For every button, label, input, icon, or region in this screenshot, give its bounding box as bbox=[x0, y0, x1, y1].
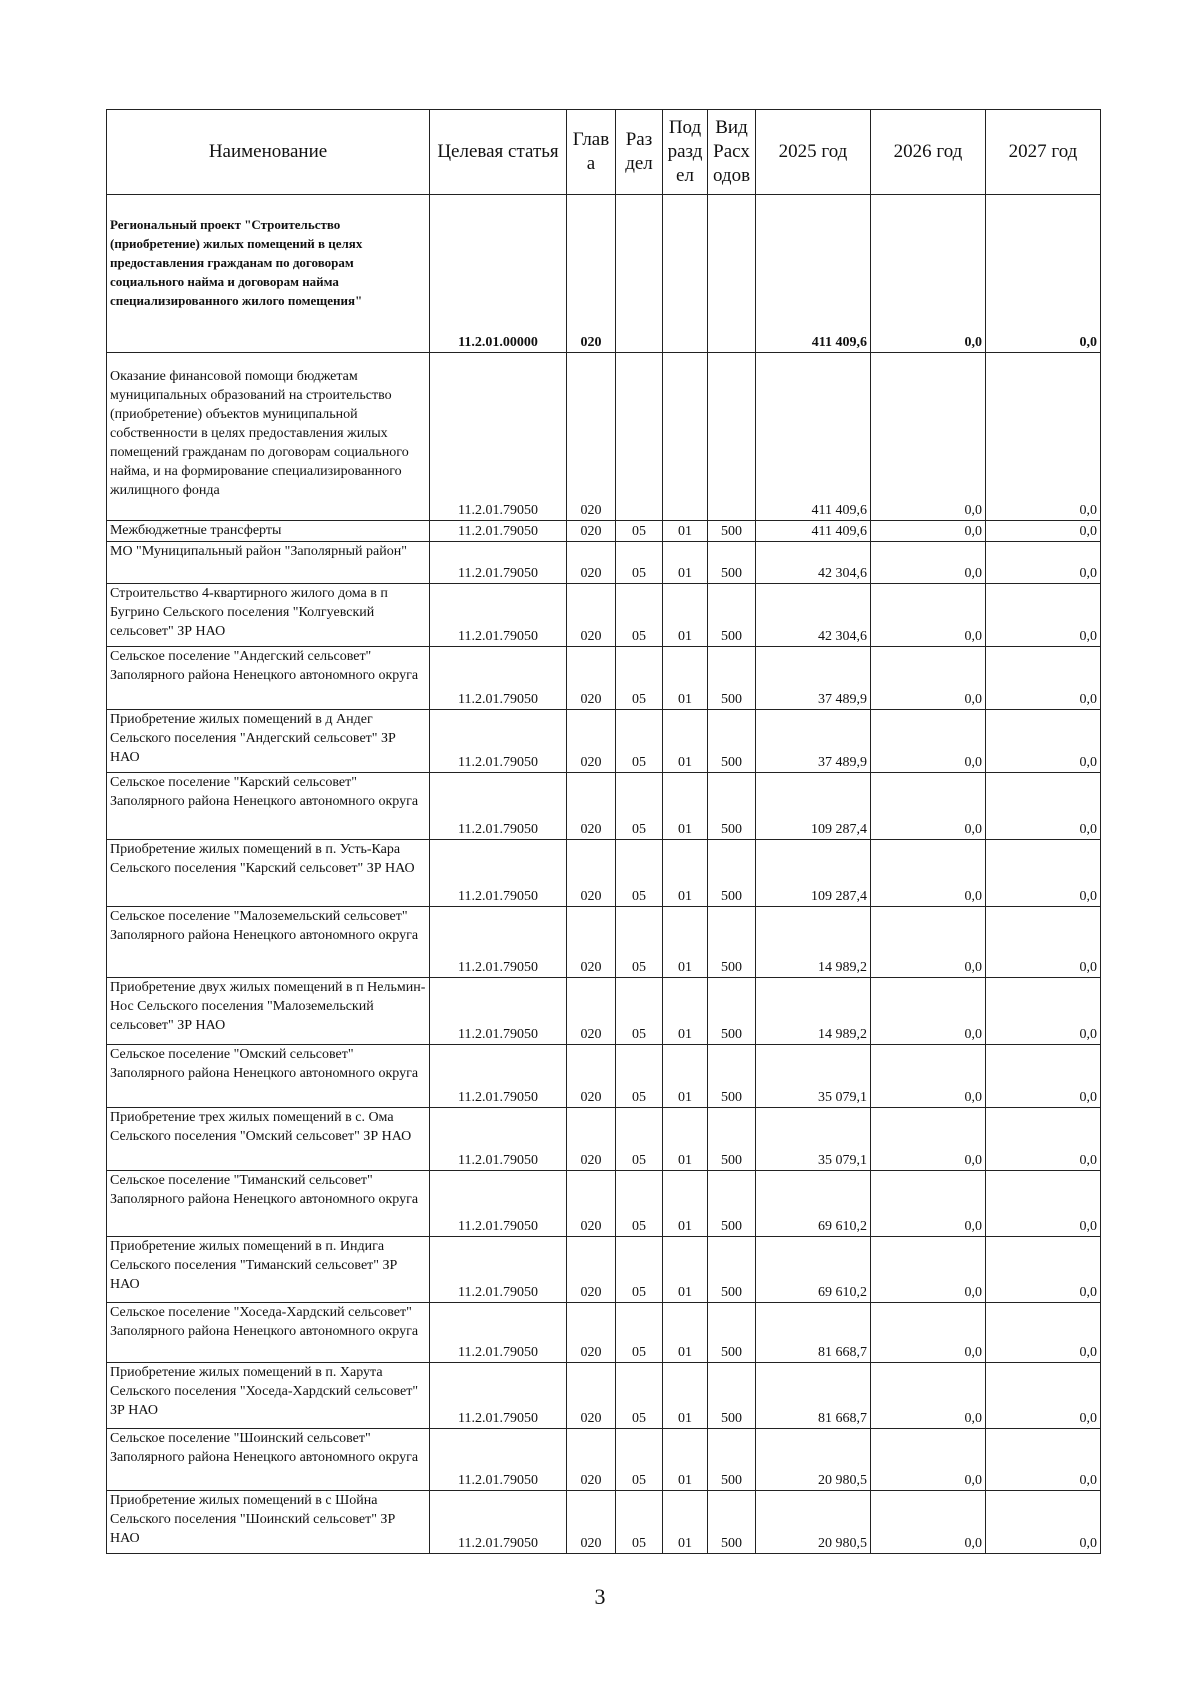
table-row bbox=[107, 907, 1101, 978]
cell-name-text: Сельское поселение "Омский сельсовет" Заполярного района Ненецкого автономного округа bbox=[110, 1047, 419, 1081]
cell-podrazdel: 01 bbox=[663, 647, 708, 710]
cell-vid: 500 bbox=[708, 710, 756, 773]
cell-podrazdel bbox=[663, 195, 708, 353]
cell-podrazdel: 01 bbox=[663, 773, 708, 840]
cell-name-text: Сельское поселение "Малоземельский сельсовет" Заполярного района Ненецкого автономного округа bbox=[110, 909, 419, 943]
cell-y2025: 14 989,2 bbox=[756, 907, 871, 978]
cell-podrazdel: 01 bbox=[663, 542, 708, 584]
cell-podrazdel: 01 bbox=[663, 521, 708, 542]
header-name: Наименование bbox=[107, 110, 430, 195]
cell-vid: 500 bbox=[708, 907, 756, 978]
cell-vid: 500 bbox=[708, 1237, 756, 1303]
cell-name bbox=[107, 1303, 430, 1363]
cell-name bbox=[107, 1491, 430, 1554]
cell-razdel bbox=[616, 195, 663, 353]
cell-name-text: Сельское поселение "Тиманский сельсовет" Заполярного района Ненецкого автономного округа bbox=[110, 1173, 419, 1207]
cell-target: 11.2.01.79050 bbox=[430, 1363, 567, 1429]
cell-razdel: 05 bbox=[616, 1171, 663, 1237]
header-2025: 2025 год bbox=[756, 110, 871, 195]
cell-y2025: 42 304,6 bbox=[756, 542, 871, 584]
cell-y2025: 35 079,1 bbox=[756, 1045, 871, 1108]
cell-glava: 020 bbox=[567, 542, 616, 584]
cell-vid: 500 bbox=[708, 1108, 756, 1171]
cell-y2026: 0,0 bbox=[871, 1045, 986, 1108]
cell-podrazdel: 01 bbox=[663, 710, 708, 773]
table-row bbox=[107, 584, 1101, 647]
cell-target: 11.2.01.79050 bbox=[430, 521, 567, 542]
table-row bbox=[107, 710, 1101, 773]
table-row bbox=[107, 978, 1101, 1045]
cell-y2026: 0,0 bbox=[871, 1108, 986, 1171]
table-row bbox=[107, 1429, 1101, 1491]
cell-y2026: 0,0 bbox=[871, 773, 986, 840]
cell-y2025: 109 287,4 bbox=[756, 840, 871, 907]
cell-y2027: 0,0 bbox=[986, 710, 1101, 773]
cell-podrazdel: 01 bbox=[663, 840, 708, 907]
page-number: 3 bbox=[594, 1584, 606, 1609]
cell-name-text: Приобретение трех жилых помещений в с. Ома Сельского поселения "Омский сельсовет" ЗР НАО bbox=[110, 1110, 412, 1144]
cell-y2025: 14 989,2 bbox=[756, 978, 871, 1045]
cell-y2027: 0,0 bbox=[986, 773, 1101, 840]
cell-y2027: 0,0 bbox=[986, 1303, 1101, 1363]
cell-target: 11.2.01.79050 bbox=[430, 1491, 567, 1554]
cell-target: 11.2.01.79050 bbox=[430, 978, 567, 1045]
table-header-row bbox=[107, 110, 1101, 195]
cell-glava: 020 bbox=[567, 647, 616, 710]
cell-glava: 020 bbox=[567, 1491, 616, 1554]
cell-vid: 500 bbox=[708, 1363, 756, 1429]
cell-y2026: 0,0 bbox=[871, 1363, 986, 1429]
cell-glava: 020 bbox=[567, 710, 616, 773]
cell-y2025: 109 287,4 bbox=[756, 773, 871, 840]
cell-name bbox=[107, 542, 430, 584]
cell-name bbox=[107, 1171, 430, 1237]
table-row bbox=[107, 195, 1101, 353]
cell-name-text: Сельское поселение "Андегский сельсовет" Заполярного района Ненецкого автономного округа bbox=[110, 649, 419, 683]
cell-razdel: 05 bbox=[616, 542, 663, 584]
cell-vid: 500 bbox=[708, 584, 756, 647]
cell-glava: 020 bbox=[567, 353, 616, 521]
cell-vid: 500 bbox=[708, 1171, 756, 1237]
cell-y2027: 0,0 bbox=[986, 353, 1101, 521]
cell-name-text: Приобретение двух жилых помещений в п Нельмин-Нос Сельского поселения "Малоземельский сельсовет" ЗР НАО bbox=[110, 980, 426, 1033]
header-2026: 2026 год bbox=[871, 110, 986, 195]
cell-name bbox=[107, 647, 430, 710]
cell-glava: 020 bbox=[567, 1237, 616, 1303]
cell-target: 11.2.01.79050 bbox=[430, 1303, 567, 1363]
cell-vid: 500 bbox=[708, 840, 756, 907]
table-row bbox=[107, 840, 1101, 907]
cell-y2026: 0,0 bbox=[871, 1429, 986, 1491]
table-row bbox=[107, 1237, 1101, 1303]
table-row bbox=[107, 353, 1101, 521]
cell-target: 11.2.01.79050 bbox=[430, 1108, 567, 1171]
table-row bbox=[107, 773, 1101, 840]
cell-y2026: 0,0 bbox=[871, 978, 986, 1045]
cell-podrazdel: 01 bbox=[663, 1303, 708, 1363]
cell-podrazdel: 01 bbox=[663, 1491, 708, 1554]
header-razdel: Раз дел bbox=[616, 110, 663, 195]
cell-podrazdel bbox=[663, 353, 708, 521]
header-vid: Вид Расх одов bbox=[708, 110, 756, 195]
cell-y2027: 0,0 bbox=[986, 1429, 1101, 1491]
cell-name bbox=[107, 584, 430, 647]
cell-y2027: 0,0 bbox=[986, 1171, 1101, 1237]
table-row bbox=[107, 1303, 1101, 1363]
cell-podrazdel: 01 bbox=[663, 978, 708, 1045]
cell-name-text: Сельское поселение "Хоседа-Хардский сельсовет" Заполярного района Ненецкого автономного округа bbox=[110, 1305, 419, 1339]
cell-y2025: 411 409,6 bbox=[756, 195, 871, 353]
header-glava: Глав а bbox=[567, 110, 616, 195]
cell-target: 11.2.01.79050 bbox=[430, 353, 567, 521]
cell-target: 11.2.01.79050 bbox=[430, 907, 567, 978]
cell-target: 11.2.01.79050 bbox=[430, 773, 567, 840]
cell-name bbox=[107, 710, 430, 773]
table-row bbox=[107, 1045, 1101, 1108]
cell-target: 11.2.01.79050 bbox=[430, 1237, 567, 1303]
cell-y2026: 0,0 bbox=[871, 1491, 986, 1554]
cell-name-text: МО "Муниципальный район "Заполярный район" bbox=[110, 544, 407, 559]
cell-y2027: 0,0 bbox=[986, 840, 1101, 907]
cell-name-text: Сельское поселение "Шоинский сельсовет" Заполярного района Ненецкого автономного округа bbox=[110, 1431, 419, 1465]
cell-razdel: 05 bbox=[616, 1429, 663, 1491]
header-podrazdel: Под разд ел bbox=[663, 110, 708, 195]
cell-name bbox=[107, 1237, 430, 1303]
cell-target: 11.2.01.79050 bbox=[430, 1429, 567, 1491]
cell-name bbox=[107, 1045, 430, 1108]
cell-name-text: Строительство 4-квартирного жилого дома в п Бугрино Сельского поселения "Колгуевский сельсовет" ЗР НАО bbox=[110, 586, 388, 639]
cell-razdel: 05 bbox=[616, 1363, 663, 1429]
table-row bbox=[107, 1363, 1101, 1429]
cell-name-text: Оказание финансовой помощи бюджетам муниципальных образований на строительство (приобретение) объектов муниципальной собственности в целях предоставления жилых помещений гражданам по договорам социального найма, и на формирование специализированного жилищного фонда bbox=[110, 369, 409, 498]
cell-y2026: 0,0 bbox=[871, 542, 986, 584]
cell-vid: 500 bbox=[708, 647, 756, 710]
cell-y2026: 0,0 bbox=[871, 710, 986, 773]
cell-razdel: 05 bbox=[616, 907, 663, 978]
cell-target: 11.2.01.79050 bbox=[430, 840, 567, 907]
cell-podrazdel: 01 bbox=[663, 1171, 708, 1237]
cell-razdel: 05 bbox=[616, 840, 663, 907]
cell-glava: 020 bbox=[567, 907, 616, 978]
cell-vid: 500 bbox=[708, 521, 756, 542]
cell-y2026: 0,0 bbox=[871, 353, 986, 521]
cell-glava: 020 bbox=[567, 584, 616, 647]
cell-y2025: 69 610,2 bbox=[756, 1237, 871, 1303]
cell-podrazdel: 01 bbox=[663, 907, 708, 978]
cell-y2027: 0,0 bbox=[986, 521, 1101, 542]
cell-razdel: 05 bbox=[616, 647, 663, 710]
table-row bbox=[107, 542, 1101, 584]
cell-y2027: 0,0 bbox=[986, 195, 1101, 353]
cell-razdel bbox=[616, 353, 663, 521]
header-2027: 2027 год bbox=[986, 110, 1101, 195]
cell-y2027: 0,0 bbox=[986, 1363, 1101, 1429]
cell-y2025: 42 304,6 bbox=[756, 584, 871, 647]
cell-razdel: 05 bbox=[616, 710, 663, 773]
cell-podrazdel: 01 bbox=[663, 1363, 708, 1429]
cell-name bbox=[107, 521, 430, 542]
budget-table bbox=[106, 109, 1101, 1554]
cell-y2025: 69 610,2 bbox=[756, 1171, 871, 1237]
cell-glava: 020 bbox=[567, 1171, 616, 1237]
cell-vid: 500 bbox=[708, 542, 756, 584]
cell-razdel: 05 bbox=[616, 978, 663, 1045]
cell-name bbox=[107, 907, 430, 978]
cell-name bbox=[107, 1363, 430, 1429]
cell-razdel: 05 bbox=[616, 1303, 663, 1363]
cell-name bbox=[107, 840, 430, 907]
cell-glava: 020 bbox=[567, 978, 616, 1045]
cell-name-text: Межбюджетные трансферты bbox=[110, 523, 282, 538]
cell-razdel: 05 bbox=[616, 1045, 663, 1108]
cell-glava: 020 bbox=[567, 521, 616, 542]
cell-glava: 020 bbox=[567, 840, 616, 907]
cell-y2025: 35 079,1 bbox=[756, 1108, 871, 1171]
cell-y2026: 0,0 bbox=[871, 1303, 986, 1363]
cell-y2026: 0,0 bbox=[871, 1171, 986, 1237]
cell-glava: 020 bbox=[567, 1108, 616, 1171]
cell-y2027: 0,0 bbox=[986, 1045, 1101, 1108]
cell-name-text: Приобретение жилых помещений в д Андег Сельского поселения "Андегский сельсовет" ЗР НАО bbox=[110, 712, 396, 765]
cell-vid: 500 bbox=[708, 773, 756, 840]
cell-y2025: 20 980,5 bbox=[756, 1491, 871, 1554]
cell-podrazdel: 01 bbox=[663, 1045, 708, 1108]
cell-target: 11.2.01.79050 bbox=[430, 647, 567, 710]
cell-y2027: 0,0 bbox=[986, 907, 1101, 978]
cell-name-text: Региональный проект "Строительство (приобретение) жилых помещений в целях предоставления гражданам по договорам социального найма и договорам найма специализированного жилого помещения" bbox=[110, 217, 363, 308]
cell-y2026: 0,0 bbox=[871, 907, 986, 978]
cell-target: 11.2.01.00000 bbox=[430, 195, 567, 353]
table-body bbox=[107, 195, 1101, 1554]
cell-y2025: 81 668,7 bbox=[756, 1303, 871, 1363]
cell-y2026: 0,0 bbox=[871, 1237, 986, 1303]
cell-name-text: Приобретение жилых помещений в п. Индига Сельского поселения "Тиманский сельсовет" ЗР НАО bbox=[110, 1239, 398, 1292]
cell-y2027: 0,0 bbox=[986, 647, 1101, 710]
cell-vid: 500 bbox=[708, 1491, 756, 1554]
cell-razdel: 05 bbox=[616, 773, 663, 840]
cell-y2027: 0,0 bbox=[986, 584, 1101, 647]
cell-name-text: Сельское поселение "Карский сельсовет" Заполярного района Ненецкого автономного округа bbox=[110, 775, 419, 809]
table-row bbox=[107, 1108, 1101, 1171]
cell-glava: 020 bbox=[567, 1363, 616, 1429]
table-row bbox=[107, 1491, 1101, 1554]
cell-y2027: 0,0 bbox=[986, 542, 1101, 584]
cell-y2026: 0,0 bbox=[871, 840, 986, 907]
cell-name bbox=[107, 1108, 430, 1171]
cell-name bbox=[107, 353, 430, 521]
cell-name-text: Приобретение жилых помещений в п. Усть-Кара Сельского поселения "Карский сельсовет" ЗР НАО bbox=[110, 842, 415, 876]
cell-podrazdel: 01 bbox=[663, 1237, 708, 1303]
cell-razdel: 05 bbox=[616, 1108, 663, 1171]
cell-podrazdel: 01 bbox=[663, 1429, 708, 1491]
cell-y2027: 0,0 bbox=[986, 1237, 1101, 1303]
cell-vid bbox=[708, 353, 756, 521]
cell-podrazdel: 01 bbox=[663, 584, 708, 647]
cell-name-text: Приобретение жилых помещений в п. Харута Сельского поселения "Хоседа-Хардский сельсовет" ЗР НАО bbox=[110, 1365, 419, 1418]
cell-y2027: 0,0 bbox=[986, 1108, 1101, 1171]
cell-y2026: 0,0 bbox=[871, 647, 986, 710]
cell-vid: 500 bbox=[708, 1045, 756, 1108]
table-row bbox=[107, 647, 1101, 710]
cell-target: 11.2.01.79050 bbox=[430, 1171, 567, 1237]
cell-razdel: 05 bbox=[616, 584, 663, 647]
cell-glava: 020 bbox=[567, 1303, 616, 1363]
cell-vid: 500 bbox=[708, 1429, 756, 1491]
cell-y2026: 0,0 bbox=[871, 584, 986, 647]
cell-y2026: 0,0 bbox=[871, 195, 986, 353]
cell-glava: 020 bbox=[567, 1045, 616, 1108]
cell-name bbox=[107, 1429, 430, 1491]
table-row bbox=[107, 521, 1101, 542]
cell-glava: 020 bbox=[567, 195, 616, 353]
cell-vid: 500 bbox=[708, 978, 756, 1045]
cell-y2027: 0,0 bbox=[986, 1491, 1101, 1554]
cell-y2026: 0,0 bbox=[871, 521, 986, 542]
cell-y2025: 37 489,9 bbox=[756, 647, 871, 710]
cell-glava: 020 bbox=[567, 1429, 616, 1491]
cell-razdel: 05 bbox=[616, 521, 663, 542]
cell-name bbox=[107, 773, 430, 840]
cell-vid: 500 bbox=[708, 1303, 756, 1363]
cell-target: 11.2.01.79050 bbox=[430, 584, 567, 647]
cell-podrazdel: 01 bbox=[663, 1108, 708, 1171]
header-target: Целевая статья bbox=[430, 110, 567, 195]
cell-glava: 020 bbox=[567, 773, 616, 840]
cell-target: 11.2.01.79050 bbox=[430, 1045, 567, 1108]
cell-name bbox=[107, 978, 430, 1045]
cell-y2025: 411 409,6 bbox=[756, 521, 871, 542]
cell-razdel: 05 bbox=[616, 1491, 663, 1554]
cell-target: 11.2.01.79050 bbox=[430, 542, 567, 584]
cell-y2025: 37 489,9 bbox=[756, 710, 871, 773]
cell-y2025: 81 668,7 bbox=[756, 1363, 871, 1429]
cell-name-text: Приобретение жилых помещений в с Шойна Сельского поселения "Шоинский сельсовет" ЗР НАО bbox=[110, 1493, 396, 1546]
cell-target: 11.2.01.79050 bbox=[430, 710, 567, 773]
cell-name bbox=[107, 195, 430, 353]
cell-vid bbox=[708, 195, 756, 353]
cell-razdel: 05 bbox=[616, 1237, 663, 1303]
cell-y2025: 20 980,5 bbox=[756, 1429, 871, 1491]
cell-y2025: 411 409,6 bbox=[756, 353, 871, 521]
cell-y2027: 0,0 bbox=[986, 978, 1101, 1045]
table-row bbox=[107, 1171, 1101, 1237]
